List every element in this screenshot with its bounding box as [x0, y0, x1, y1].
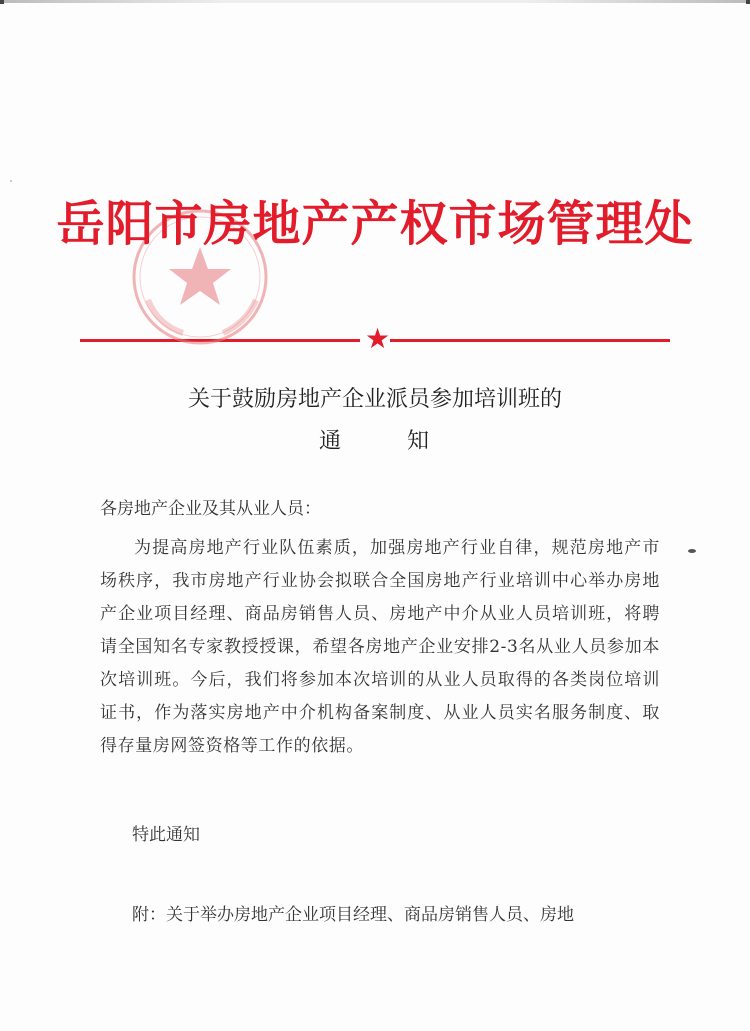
scan-corner-mark: [746, 0, 750, 4]
attachment-line: 附：关于举办房地产企业项目经理、商品房销售人员、房地: [132, 905, 574, 925]
notice-title-line1: 关于鼓励房地产企业派员参加培训班的: [187, 387, 562, 412]
divider-line-right: [390, 339, 670, 342]
salutation: 各房地产企业及其从业人员：: [100, 499, 321, 519]
organization-header: 岳阳市房地产产权市场管理处: [56, 196, 694, 252]
notice-title-line2: [0, 424, 750, 455]
scan-speck: [688, 549, 696, 553]
notice-title-char-1: 通: [318, 429, 343, 454]
notice-title-char-2: 知: [407, 429, 432, 454]
body-paragraph: 为提高房地产行业队伍素质，加强房地产行业自律，规范房地产市场秩序，我市房地产行业协会拟联合全国房地产行业培训中心举办房地产企业项目经理、商品房销售人员、房地产中介从业人员培训班，将聘请全国知名专家教授授课，希望各房地产企业安排2-3名从业人员参加本次培训班。今后，我们将参加本次培训的从业人员取得的各类岗位培训证书，作为落实房地产中介机构备案制度、从业人员实名服务制度、取得存量房网签资格等工作的依据。: [100, 538, 660, 756]
closing-line: 特此通知: [132, 825, 200, 845]
scan-corner-mark: [0, 0, 4, 4]
scan-speck: [10, 180, 12, 182]
star-icon: ★: [365, 322, 391, 355]
scan-edge: [0, 0, 750, 3]
